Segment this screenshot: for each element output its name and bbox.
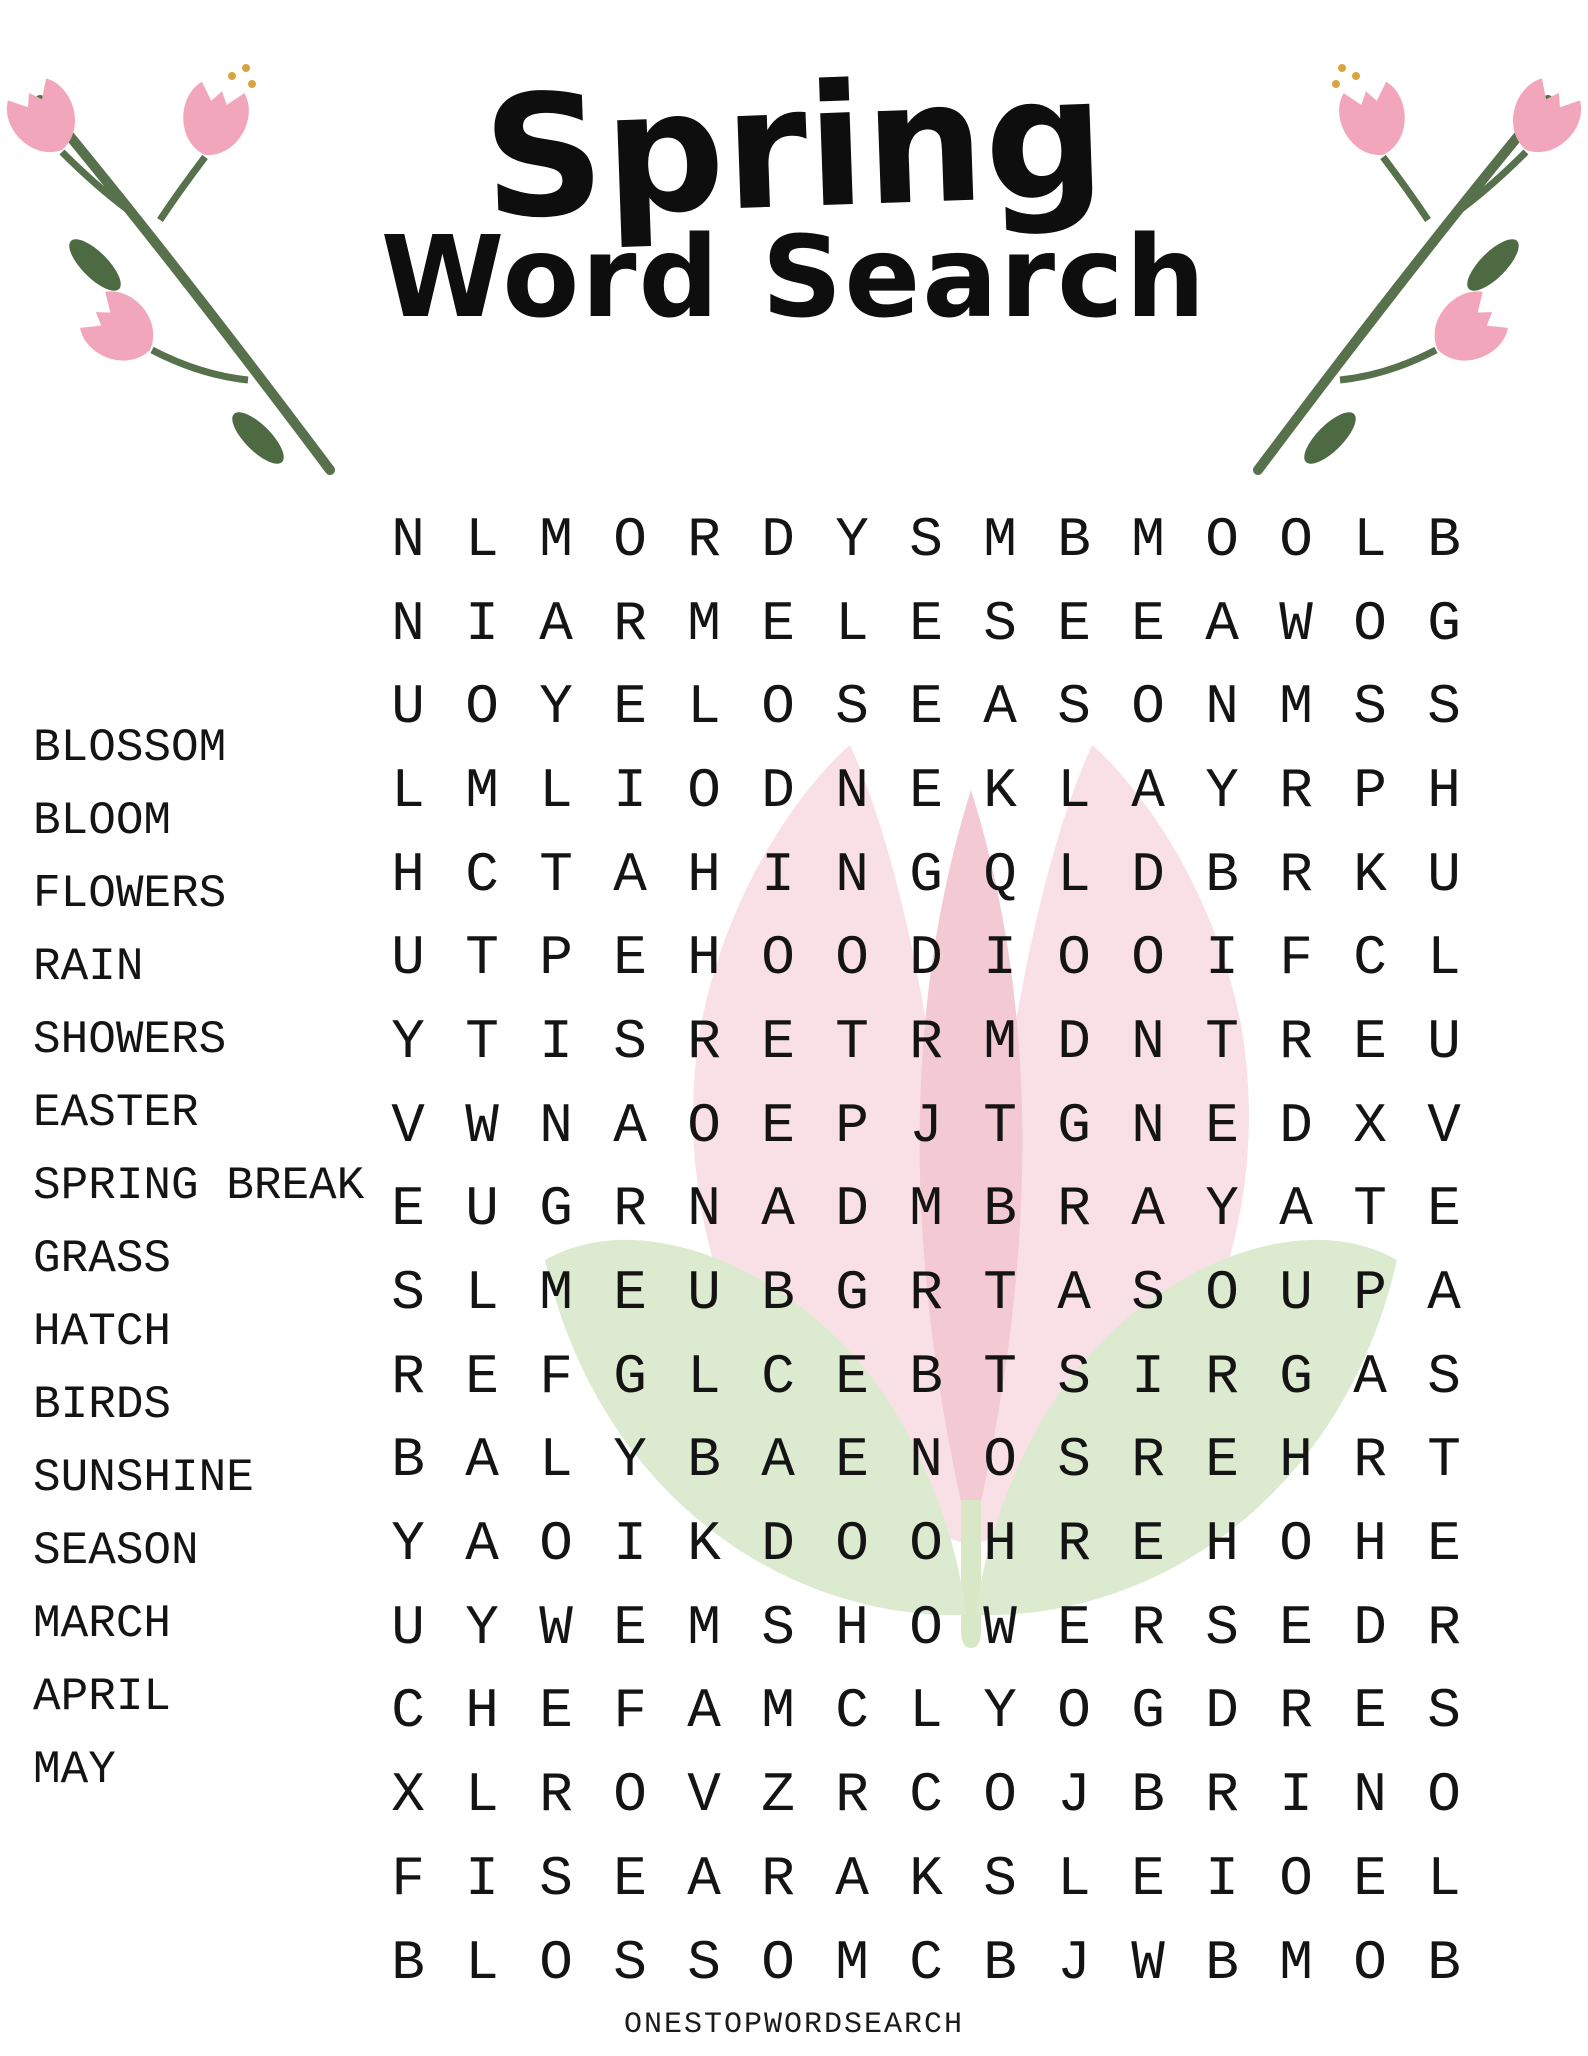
grid-cell: M [687,1595,721,1660]
grid-cell: K [1353,842,1387,907]
grid-cell: M [1279,675,1313,740]
grid-cell: B [909,1344,943,1409]
grid-cell: O [1279,507,1313,572]
word-list-item: EASTER [33,1087,199,1139]
grid-cell: W [1131,1930,1165,1995]
grid-cell: N [1131,1009,1165,1074]
word-list-item: MARCH [33,1598,172,1650]
grid-cell: M [909,1177,943,1242]
grid-cell: O [1427,1763,1461,1828]
grid-cell: D [1057,1009,1091,1074]
grid-cell: A [613,842,647,907]
grid-cell: H [1427,758,1461,823]
grid-cell: E [613,1595,647,1660]
grid-cell: I [761,842,795,907]
grid-cell: E [1057,591,1091,656]
grid-cell: O [1131,675,1165,740]
grid-cell: L [1057,758,1091,823]
grid-cell: H [983,1512,1017,1577]
grid-cell: S [1427,1344,1461,1409]
grid-cell: R [1279,758,1313,823]
grid-cell: S [835,675,869,740]
grid-cell: Y [1205,1177,1239,1242]
grid-cell: H [391,842,425,907]
grid-cell: L [687,675,721,740]
grid-cell: Q [983,842,1017,907]
grid-cell: R [1131,1595,1165,1660]
grid-cell: O [835,926,869,991]
grid-cell: M [465,758,499,823]
word-list-item: SEASON [33,1525,199,1577]
grid-cell: S [983,1846,1017,1911]
grid-cell: O [1279,1512,1313,1577]
grid-cell: E [539,1679,573,1744]
letter-grid [371,498,1481,2004]
grid-cell: A [687,1846,721,1911]
grid-cell: A [1057,1261,1091,1326]
grid-cell: C [391,1679,425,1744]
grid-cell: P [835,1093,869,1158]
grid-cell: L [465,1930,499,1995]
grid-cell: R [1205,1763,1239,1828]
grid-cell: R [613,1177,647,1242]
grid-cell: U [687,1261,721,1326]
grid-cell: S [391,1261,425,1326]
grid-cell: N [909,1428,943,1493]
grid-cell: E [909,591,943,656]
grid-cell: E [1427,1512,1461,1577]
grid-cell: A [761,1177,795,1242]
grid-cell: A [1279,1177,1313,1242]
grid-cell: G [909,842,943,907]
grid-cell: E [391,1177,425,1242]
grid-cell: I [1205,1846,1239,1911]
grid-cell: E [835,1344,869,1409]
grid-cell: I [1131,1344,1165,1409]
grid-cell: W [465,1093,499,1158]
grid-cell: O [1279,1846,1313,1911]
grid-cell: W [983,1595,1017,1660]
grid-cell: B [1205,1930,1239,1995]
grid-cell: H [835,1595,869,1660]
grid-cell: E [613,1846,647,1911]
grid-cell: W [539,1595,573,1660]
grid-cell: N [1131,1093,1165,1158]
grid-cell: V [1427,1093,1461,1158]
grid-cell: G [1131,1679,1165,1744]
grid-cell: B [687,1428,721,1493]
footer-credit: ONESTOPWORDSEARCH [623,2008,965,2042]
grid-cell: Y [613,1428,647,1493]
grid-cell: A [539,591,573,656]
grid-cell: L [687,1344,721,1409]
grid-cell: H [687,926,721,991]
grid-cell: E [1131,1846,1165,1911]
page-title [0,39,1588,344]
grid-cell: G [613,1344,647,1409]
grid-cell: D [909,926,943,991]
grid-cell: O [983,1428,1017,1493]
grid-cell: A [1427,1261,1461,1326]
grid-cell: P [539,926,573,991]
grid-cell: S [909,507,943,572]
grid-cell: A [1205,591,1239,656]
grid-cell: A [465,1428,499,1493]
grid-cell: C [835,1679,869,1744]
grid-cell: O [909,1595,943,1660]
grid-cell: R [1279,842,1313,907]
grid-cell: R [687,1009,721,1074]
word-list-item: FLOWERS [33,868,227,920]
grid-cell: M [539,507,573,572]
grid-cell: H [687,842,721,907]
grid-cell: O [835,1512,869,1577]
grid-cell: G [1057,1093,1091,1158]
grid-cell: B [1427,507,1461,572]
grid-cell: W [1279,591,1313,656]
grid-cell: C [761,1344,795,1409]
grid-cell: L [1353,507,1387,572]
grid-cell: A [465,1512,499,1577]
grid-cell: Y [1205,758,1239,823]
grid-cell: R [1205,1344,1239,1409]
grid-cell: L [465,1763,499,1828]
grid-cell: J [1057,1763,1091,1828]
word-list-item: MAY [33,1744,116,1796]
grid-cell: S [983,591,1017,656]
grid-cell: O [613,507,647,572]
grid-cell: E [1279,1595,1313,1660]
grid-cell: F [1279,926,1313,991]
grid-cell: E [1353,1846,1387,1911]
grid-cell: P [1353,1261,1387,1326]
grid-cell: S [613,1930,647,1995]
grid-cell: C [1353,926,1387,991]
grid-cell: T [1427,1428,1461,1493]
grid-cell: R [1131,1428,1165,1493]
grid-cell: O [1131,926,1165,991]
grid-cell: F [613,1679,647,1744]
grid-cell: U [465,1177,499,1242]
grid-cell: O [539,1930,573,1995]
grid-cell: M [983,1009,1017,1074]
word-list-item: SUNSHINE [33,1452,254,1504]
grid-cell: M [983,507,1017,572]
grid-cell: E [835,1428,869,1493]
grid-cell: E [761,1009,795,1074]
grid-cell: B [391,1930,425,1995]
grid-cell: R [391,1344,425,1409]
grid-cell: O [687,758,721,823]
grid-cell: A [687,1679,721,1744]
grid-cell: D [1353,1595,1387,1660]
grid-cell: J [1057,1930,1091,1995]
grid-cell: U [391,675,425,740]
word-list-item: RAIN [33,941,144,993]
grid-cell: L [909,1679,943,1744]
grid-cell: Y [835,507,869,572]
word-list-item: SPRING BREAK [33,1160,365,1212]
grid-cell: K [687,1512,721,1577]
grid-cell: M [687,591,721,656]
grid-cell: N [391,507,425,572]
grid-cell: O [1353,591,1387,656]
grid-cell: B [1057,507,1091,572]
grid-cell: B [983,1177,1017,1242]
grid-cell: A [983,675,1017,740]
grid-cell: I [613,1512,647,1577]
grid-cell: L [1427,1846,1461,1911]
grid-cell: M [1131,507,1165,572]
grid-cell: L [391,758,425,823]
grid-cell: C [465,842,499,907]
grid-cell: S [761,1595,795,1660]
grid-cell: D [1131,842,1165,907]
grid-cell: M [1279,1930,1313,1995]
grid-cell: A [835,1846,869,1911]
grid-cell: E [613,675,647,740]
grid-cell: E [1353,1009,1387,1074]
grid-cell: B [391,1428,425,1493]
grid-cell: S [1427,1679,1461,1744]
grid-cell: H [1353,1512,1387,1577]
grid-cell: R [1427,1595,1461,1660]
grid-cell: N [687,1177,721,1242]
grid-cell: L [1057,1846,1091,1911]
grid-cell: C [909,1930,943,1995]
grid-cell: T [539,842,573,907]
grid-cell: M [835,1930,869,1995]
grid-cell: F [539,1344,573,1409]
grid-cell: D [1205,1679,1239,1744]
grid-cell: D [761,507,795,572]
grid-cell: L [1427,926,1461,991]
grid-cell: Z [761,1763,795,1828]
grid-cell: G [539,1177,573,1242]
grid-cell: L [1057,842,1091,907]
word-list-item: BLOSSOM [33,722,227,774]
grid-cell: A [1131,758,1165,823]
grid-cell: O [761,1930,795,1995]
grid-cell: E [1131,591,1165,656]
grid-cell: V [391,1093,425,1158]
grid-cell: T [983,1093,1017,1158]
grid-cell: B [1131,1763,1165,1828]
grid-cell: A [761,1428,795,1493]
grid-cell: E [761,591,795,656]
grid-cell: O [1205,1261,1239,1326]
grid-cell: N [1353,1763,1387,1828]
grid-cell: X [1353,1093,1387,1158]
grid-cell: T [835,1009,869,1074]
grid-cell: R [1353,1428,1387,1493]
grid-cell: B [1205,842,1239,907]
grid-cell: O [1057,926,1091,991]
grid-cell: E [613,926,647,991]
grid-cell: O [539,1512,573,1577]
grid-cell: B [1427,1930,1461,1995]
word-list-item: SHOWERS [33,1014,227,1066]
grid-cell: L [465,507,499,572]
grid-cell: E [761,1093,795,1158]
grid-cell: Y [391,1512,425,1577]
grid-cell: S [613,1009,647,1074]
grid-cell: T [983,1344,1017,1409]
grid-cell: T [1205,1009,1239,1074]
grid-cell: I [539,1009,573,1074]
grid-cell: Y [539,675,573,740]
grid-cell: O [1205,507,1239,572]
grid-cell: B [983,1930,1017,1995]
grid-cell: U [391,1595,425,1660]
grid-cell: F [391,1846,425,1911]
grid-cell: I [1205,926,1239,991]
grid-cell: V [687,1763,721,1828]
grid-cell: X [391,1763,425,1828]
grid-cell: D [1279,1093,1313,1158]
grid-cell: O [761,675,795,740]
grid-cell: E [1205,1093,1239,1158]
grid-cell: R [1279,1679,1313,1744]
grid-cell: E [1427,1177,1461,1242]
grid-cell: S [687,1930,721,1995]
grid-cell: R [909,1009,943,1074]
grid-cell: E [909,758,943,823]
grid-cell: H [465,1679,499,1744]
grid-cell: G [835,1261,869,1326]
word-list-item: GRASS [33,1233,172,1285]
title-line-2: Word Search [380,213,1208,344]
grid-cell: E [1205,1428,1239,1493]
grid-cell: U [391,926,425,991]
grid-cell: I [613,758,647,823]
grid-cell: C [909,1763,943,1828]
grid-cell: S [1057,675,1091,740]
grid-cell: I [465,1846,499,1911]
grid-cell: N [1205,675,1239,740]
grid-cell: O [983,1763,1017,1828]
grid-cell: N [835,842,869,907]
grid-cell: N [391,591,425,656]
grid-cell: D [761,758,795,823]
grid-cell: R [761,1846,795,1911]
grid-cell: A [1131,1177,1165,1242]
grid-cell: B [761,1261,795,1326]
grid-cell: M [539,1261,573,1326]
grid-cell: M [761,1679,795,1744]
title-line-1: Spring [479,39,1109,257]
grid-cell: R [687,507,721,572]
grid-cell: Y [391,1009,425,1074]
grid-cell: S [1131,1261,1165,1326]
grid-cell: L [539,1428,573,1493]
grid-cell: R [613,591,647,656]
grid-cell: O [687,1093,721,1158]
grid-cell: A [613,1093,647,1158]
grid-cell: U [1427,842,1461,907]
grid-cell: O [1353,1930,1387,1995]
grid-cell: D [835,1177,869,1242]
grid-cell: Y [983,1679,1017,1744]
grid-cell: N [539,1093,573,1158]
grid-cell: L [465,1261,499,1326]
word-list-item: APRIL [33,1671,172,1723]
grid-cell: P [1353,758,1387,823]
grid-cell: S [1427,675,1461,740]
grid-cell: E [613,1261,647,1326]
grid-cell: Y [465,1595,499,1660]
grid-cell: U [1279,1261,1313,1326]
grid-cell: U [1427,1009,1461,1074]
grid-cell: H [1279,1428,1313,1493]
grid-cell: S [1057,1344,1091,1409]
grid-cell: T [465,1009,499,1074]
grid-cell: L [835,591,869,656]
grid-cell: E [1353,1679,1387,1744]
grid-cell: R [835,1763,869,1828]
word-list-item: HATCH [33,1306,172,1358]
grid-cell: R [1057,1512,1091,1577]
grid-cell: I [1279,1763,1313,1828]
grid-cell: G [1427,591,1461,656]
grid-cell: E [909,675,943,740]
grid-cell: N [835,758,869,823]
grid-cell: O [909,1512,943,1577]
grid-cell: E [1131,1512,1165,1577]
grid-cell: E [1057,1595,1091,1660]
grid-cell: I [983,926,1017,991]
grid-cell: S [1205,1595,1239,1660]
grid-cell: R [1279,1009,1313,1074]
grid-cell: S [1353,675,1387,740]
grid-cell: D [761,1512,795,1577]
word-list-item: BIRDS [33,1379,172,1431]
grid-cell: T [465,926,499,991]
grid-cell: J [909,1093,943,1158]
grid-cell: S [539,1846,573,1911]
grid-cell: T [983,1261,1017,1326]
grid-cell: R [539,1763,573,1828]
grid-cell: R [909,1261,943,1326]
grid-cell: R [1057,1177,1091,1242]
grid-cell: T [1353,1177,1387,1242]
word-list [33,712,364,1807]
grid-cell: O [613,1763,647,1828]
grid-cell: S [1057,1428,1091,1493]
grid-cell: K [983,758,1017,823]
grid-cell: A [1353,1344,1387,1409]
word-list-item: BLOOM [33,795,172,847]
grid-cell: O [465,675,499,740]
grid-cell: H [1205,1512,1239,1577]
grid-cell: L [539,758,573,823]
grid-cell: O [761,926,795,991]
grid-cell: O [1057,1679,1091,1744]
grid-cell: G [1279,1344,1313,1409]
grid-cell: K [909,1846,943,1911]
grid-cell: E [465,1344,499,1409]
grid-cell: I [465,591,499,656]
